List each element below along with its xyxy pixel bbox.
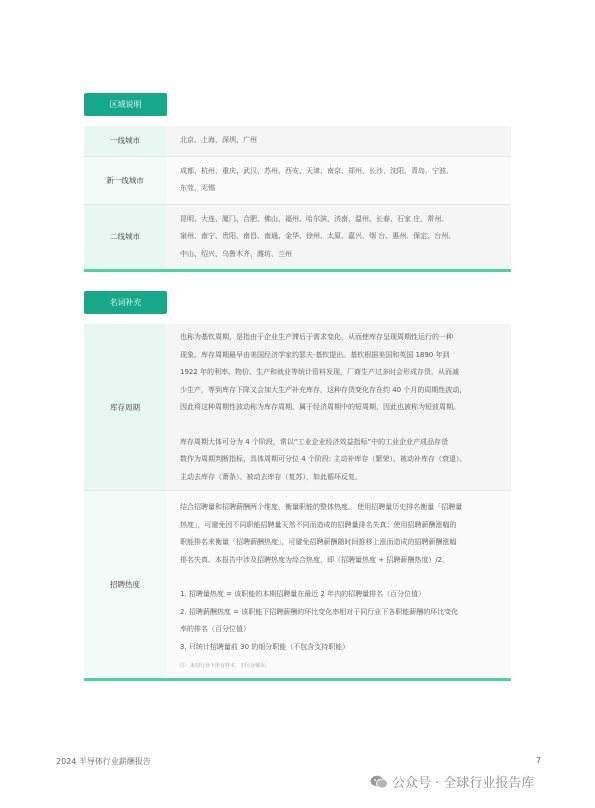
glossary-table <box>84 324 511 681</box>
table-row <box>84 126 511 157</box>
text-line: 东莞、无锡 <box>180 184 215 192</box>
row-label: 二线城市 <box>84 205 166 270</box>
section-badge-region: 区域说明 <box>84 93 167 116</box>
text-line: 成都、杭州、重庆、武汉、苏州、西安、天津、南京、郑州、长沙、沈阳、青岛、宁波、 <box>180 166 453 175</box>
table-row <box>84 157 511 205</box>
text-line: 职能排名来衡量「招聘薪酬热度」，可避免招聘薪酬随时间推移上涨而造成的招聘薪酬涨幅 <box>180 538 457 546</box>
row-content <box>166 324 511 490</box>
text-line: 中山、绍兴、乌鲁木齐、潍坊、兰州 <box>180 249 292 258</box>
divider-bar <box>84 269 511 272</box>
text-line: 因此将这种周期性波动称为库存周期，属于经济周期中的短周期，因此也被称为短波周期。 <box>180 403 460 411</box>
text-line: 热度」，可避免因不同职能招聘量天然不同而造成的招聘量排名失真；使用招聘薪酬涨幅的 <box>180 520 457 529</box>
text-line: 3. 只统计招聘量前 30 的细分职能（不包含支持职能） <box>180 642 350 651</box>
wechat-icon <box>370 775 388 789</box>
row-label: 一线城市 <box>84 126 166 156</box>
text-line: 也称为基钦周期，是指由于企业生产滞后于需求变化，从而使库存呈现周期性运行的一种 <box>180 333 453 341</box>
paragraph-gap <box>180 417 497 434</box>
report-title: 2024 半导体行业薪酬报告 <box>56 757 151 766</box>
table-row <box>84 205 511 270</box>
row-content <box>166 126 511 156</box>
text-line: 北京、上海、深圳、广州 <box>180 136 257 144</box>
text-line: 1922 年的利率、物价、生产和就业等统计资料发现，厂商生产过多时会形成存货，从而减 <box>180 368 460 376</box>
text-line: 昆明、大连、厦门、合肥、佛山、福州、哈尔滨、济南、温州、长春、石家 庄、常州、 <box>180 214 449 223</box>
row-content <box>166 205 511 270</box>
text-line: 排名失真。本报告中涉及招聘热度为综合热度，即（招聘量热度 + 招聘薪酬热度）/2。 <box>180 555 450 564</box>
text-line: 数作为周期判断指标，具体周期可分位 4 个阶段: 主动补库存（繁荣）、被动补库存（衰退）、 <box>180 455 467 463</box>
watermark <box>370 772 534 791</box>
row-label: 新一线城市 <box>84 157 166 204</box>
text-line: 率的排名（百分位值） <box>180 625 250 633</box>
text-line: 结合招聘量和招聘薪酬两个维度，衡量职能的整体热度。 使用招聘量历史排名衡量「招聘量 <box>180 503 463 511</box>
row-label: 招聘热度 <box>84 491 166 678</box>
row-content <box>166 157 511 204</box>
text-line: 1. 招聘量热度 = 该职能的本期招聘量在最近 2 年内的招聘量排名（百分位值） <box>180 590 426 598</box>
footnote: 注：未周行业下所有样本，不区分城市。 <box>180 663 271 669</box>
text-line: 主动去库存（萧条）、被动去库存（复苏），如此循环反复。 <box>180 472 362 481</box>
row-content <box>166 491 511 678</box>
row-label: 库存周期 <box>84 324 166 490</box>
section-badge-glossary: 名词补充 <box>84 291 167 314</box>
table-row <box>84 491 511 678</box>
text-line: 现象。库存周期最早由美国经济学家约瑟夫·基钦提出。基钦根据美国和英国 1890 年到 <box>180 350 450 359</box>
page-number: 7 <box>536 756 542 765</box>
watermark-text: 公众号 · 全球行业报告库 <box>392 776 535 791</box>
table-row <box>84 324 511 491</box>
text-line: 泉州、南宁、贵阳、南昌、南通、金华、徐州、太原、嘉兴、烟 台、惠州、保定、台州、 <box>180 232 456 240</box>
divider-bar <box>84 678 511 681</box>
paragraph-gap <box>180 569 497 586</box>
text-line: 2. 招聘薪酬热度 = 该职能下招聘薪酬的环比变化率相对于同行业下各职能薪酬的环比变化 <box>180 607 459 616</box>
region-table <box>84 126 511 272</box>
text-line: 库存周期大体可分为 4 个阶段，常以“工业企业经济效益指标”中的工业企业产成品存货 <box>180 437 449 446</box>
text-line: 少生产，等到库存下降又会加大生产补充库存，这种存货变化存在约 40 个月的周期性波动， <box>180 385 467 394</box>
